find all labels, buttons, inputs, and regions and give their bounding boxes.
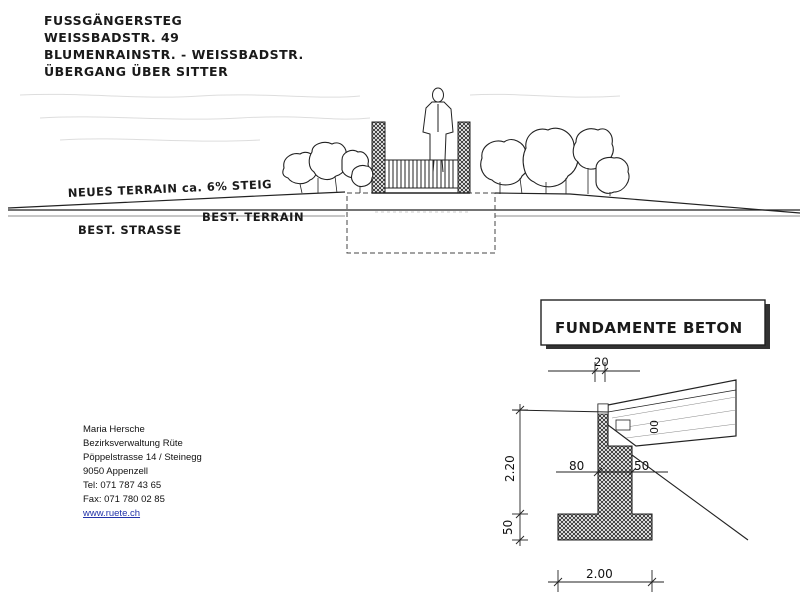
contact-web-link[interactable]: www.ruete.ch [83,508,141,519]
contact-street: Pöppelstrasse 14 / Steinegg [83,452,202,463]
shrubs-right [481,128,629,196]
dim-wall-offset-label: 80 [569,459,585,473]
contact-tel: Tel: 071 787 43 65 [83,480,162,491]
title-line-1: FUSSGÄNGERSTEG [44,13,183,28]
dim-right-offset-label: 50 [634,459,650,473]
label-existing-terrain: BEST. TERRAIN [202,210,305,224]
dim-height-main-label: 2.20 [503,455,517,482]
dim-side-label: 00 [647,420,660,434]
contact-city: 9050 Appenzell [83,466,148,477]
contact-name: Maria Hersche [83,424,145,435]
title-block [44,13,304,79]
foundation-section [501,300,770,592]
contact-block [83,423,202,521]
contact-org: Bezirksverwaltung Rüte [83,438,183,449]
contact-fax: Fax: 071 780 02 85 [83,494,165,505]
elevation-view [8,88,800,253]
section-heading: FUNDAMENTE BETON [555,319,743,337]
dim-height-footing-label: 50 [501,519,515,535]
title-line-4: ÜBERGANG ÜBER SITTER [44,64,229,79]
foundation-outline-dashed [347,193,495,253]
bridge-post-right [458,122,470,193]
bridge-railing [385,160,458,188]
label-new-terrain: NEUES TERRAIN ca. 6% STEIG [67,177,273,200]
person-figure [423,88,453,172]
title-line-2: WEISSBADSTR. 49 [44,30,180,45]
title-line-3: BLUMENRAINSTR. - WEISSBADSTR. [44,47,304,62]
dim-base-width-label: 2.00 [586,567,613,581]
shrubs-left [283,142,373,193]
bridge-post-left [372,122,385,193]
label-existing-street: BEST. STRASSE [78,223,182,237]
dim-top-width-label: 20 [594,355,609,369]
